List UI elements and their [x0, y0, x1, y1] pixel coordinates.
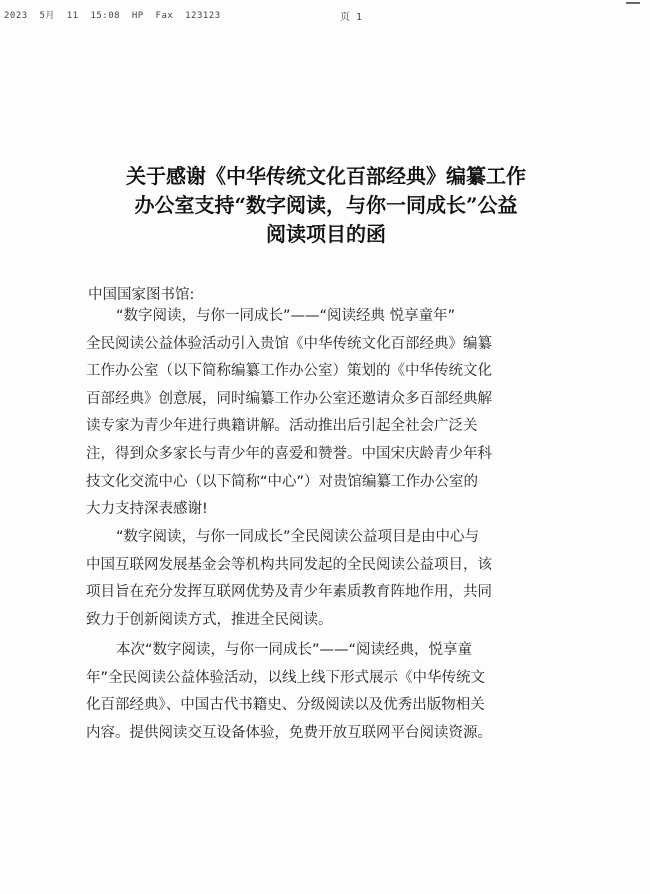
title-line: 办公室支持“数字阅读，与你一同成长”公益: [134, 193, 518, 217]
paragraph-line: 大力支持深表感谢!: [86, 501, 208, 518]
letter-title: [66, 162, 586, 249]
paragraph-line: 读专家为青少年进行典籍讲解。活动推出后引起全社会广泛关: [86, 418, 478, 435]
salutation: 中国国家图书馆:: [88, 287, 195, 303]
paragraph-line: 工作办公室（以下简称编纂工作办公室）策划的《中华传统文化: [86, 363, 492, 380]
paragraph-line: 注，得到众多家长与青少年的喜爱和赞誉。中国宋庆龄青少年科: [86, 445, 492, 462]
paragraph-1: [86, 303, 552, 524]
paragraph-line: 技文化交流中心（以下简称“中心”）对贵馆编纂工作办公室的: [86, 473, 479, 490]
paragraph-line: 全民阅读公益体验活动引入贵馆《中华传统文化百部经典》编纂: [86, 335, 492, 352]
paragraph-line: 化百部经典》、中国古代书籍史、分级阅读以及优秀出版物相关: [86, 697, 485, 714]
title-line: 关于感谢《中华传统文化百部经典》编纂工作: [126, 164, 526, 188]
paragraph-line: 项目旨在充分发挥互联网优势及青少年素质教育阵地作用，共同: [86, 584, 492, 601]
paragraph-line: “数字阅读，与你一同成长”全民阅读公益项目是由中心与: [116, 529, 480, 545]
paragraph-line: 中国互联网发展基金会等机构共同发起的全民阅读公益项目，该: [86, 556, 492, 573]
paragraph-line: 百部经典》创意展，同时编纂工作办公室还邀请众多百部经典解: [86, 390, 492, 407]
paragraph-line: 本次“数字阅读，与你一同成长”——“阅读经典，悦享童: [116, 642, 473, 658]
page-indicator: 页 1: [340, 12, 363, 23]
paragraph-line: 内容。提供阅读交互设备体验，免费开放互联网平台阅读资源。: [86, 724, 492, 741]
scan-corner-mark: [626, 2, 640, 4]
paragraph-2: [86, 524, 552, 634]
fax-header: 2023 5月 11 15:08 HP Fax 123123: [4, 11, 221, 21]
paragraph-3: [86, 637, 552, 747]
paragraph-line: 致力于创新阅读方式，推进全民阅读。: [86, 611, 333, 628]
title-line: 阅读项目的函: [266, 222, 386, 246]
paragraph-line: 年”全民阅读公益体验活动，以线上线下形式展示《中华传统文: [86, 669, 486, 686]
paragraph-line: “数字阅读，与你一同成长”——“阅读经典 悦享童年”: [116, 308, 456, 324]
